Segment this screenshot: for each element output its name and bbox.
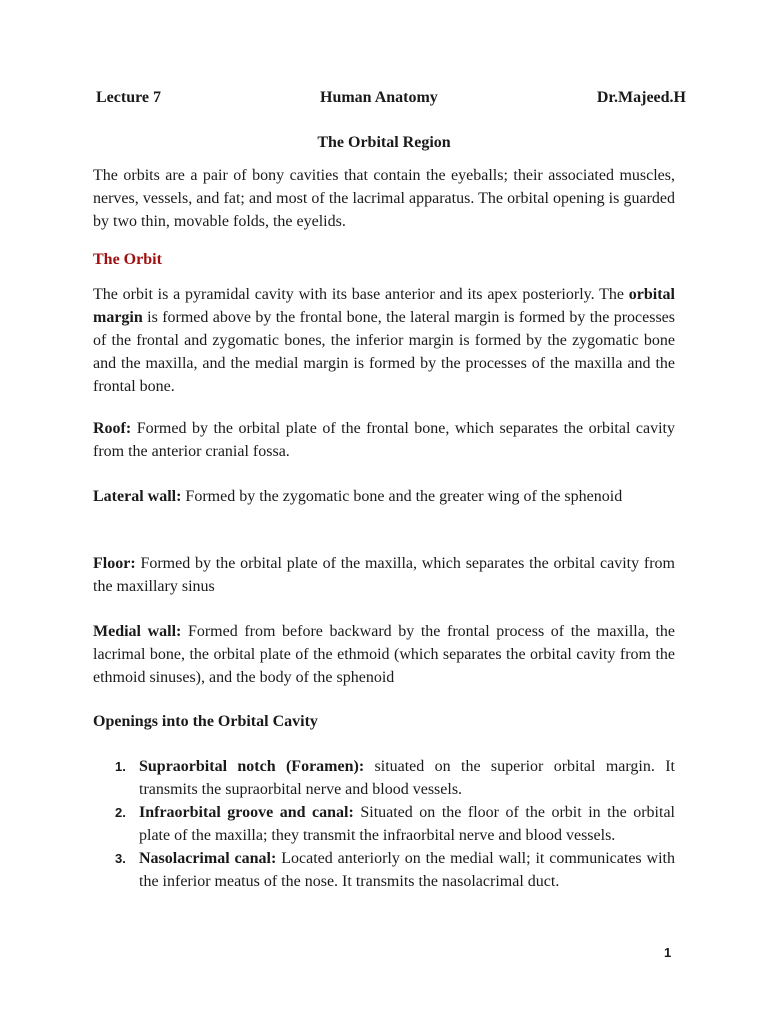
course-title: Human Anatomy: [320, 89, 438, 106]
page-title: The Orbital Region: [317, 134, 451, 151]
intro-paragraph: [93, 164, 675, 233]
opening-text: Located anteriorly on the medial wall; it communicates with the inferior meatus of the nose. It transmits the nasolacrimal duct.: [139, 850, 676, 890]
orbit-description: [93, 283, 675, 398]
floor-text: Formed by the orbital plate of the maxilla, which separates the orbital cavity from the maxillary sinus: [93, 555, 675, 595]
lateral-wall-text: Formed by the zygomatic bone and the greater wing of the sphenoid: [181, 488, 623, 505]
openings-list: [93, 755, 675, 893]
medial-wall-paragraph: [93, 620, 675, 689]
roof-label: Roof:: [93, 420, 132, 437]
author-name: Dr.Majeed.H: [596, 89, 686, 106]
orbit-text-after: is formed above by the frontal bone, the lateral margin is formed by the processes of the frontal and zygomatic bones, the inferior margin is formed by the zygomatic bone and the maxilla, and the medial margin is formed by the processes of the maxilla and the frontal bone.: [93, 309, 675, 395]
opening-term: Nasolacrimal canal:: [139, 850, 277, 867]
section-heading-orbit: The Orbit: [93, 251, 162, 268]
opening-text: situated on the superior orbital margin. It transmits the supraorbital nerve and blood vessels.: [139, 758, 675, 798]
list-item: [93, 801, 675, 847]
openings-heading: Openings into the Orbital Cavity: [93, 713, 318, 730]
opening-text: Situated on the floor of the orbit in the orbital plate of the maxilla; they transmit the infraorbital nerve and blood vessels.: [139, 804, 675, 844]
page-header: [96, 86, 686, 108]
page-number: 1: [664, 945, 672, 960]
list-number: 2.: [115, 805, 126, 820]
roof-paragraph: [93, 417, 675, 463]
intro-text: The orbits are a pair of bony cavities that contain the eyeballs; their associated muscles, nerves, vessels, and fat; and most of the lacrimal apparatus. The orbital opening is guarded by two thin, movable folds, the eyelids.: [93, 167, 675, 230]
lecture-number: Lecture 7: [96, 89, 162, 106]
orbit-text-before: The orbit is a pyramidal cavity with its base anterior and its apex posteriorly. The: [93, 286, 629, 303]
medial-wall-label: Medial wall:: [93, 623, 182, 640]
lateral-wall-label: Lateral wall:: [93, 488, 182, 505]
opening-term: Supraorbital notch (Foramen):: [139, 758, 365, 775]
list-number: 3.: [115, 851, 126, 866]
lateral-wall-paragraph: [93, 485, 675, 508]
floor-paragraph: [93, 552, 675, 598]
opening-term: Infraorbital groove and canal:: [139, 804, 354, 821]
orbital-margin-term: orbital margin: [93, 286, 675, 326]
list-item: [93, 755, 675, 801]
list-number: 1.: [115, 759, 126, 774]
medial-wall-text: Formed from before backward by the frontal process of the maxilla, the lacrimal bone, the orbital plate of the ethmoid (which separates the orbital cavity from the ethmoid sinuses), and the body of the sphenoid: [93, 623, 675, 686]
floor-label: Floor:: [93, 555, 136, 572]
roof-text: Formed by the orbital plate of the frontal bone, which separates the orbital cavity from the anterior cranial fossa.: [93, 420, 675, 460]
list-item: [93, 847, 675, 893]
